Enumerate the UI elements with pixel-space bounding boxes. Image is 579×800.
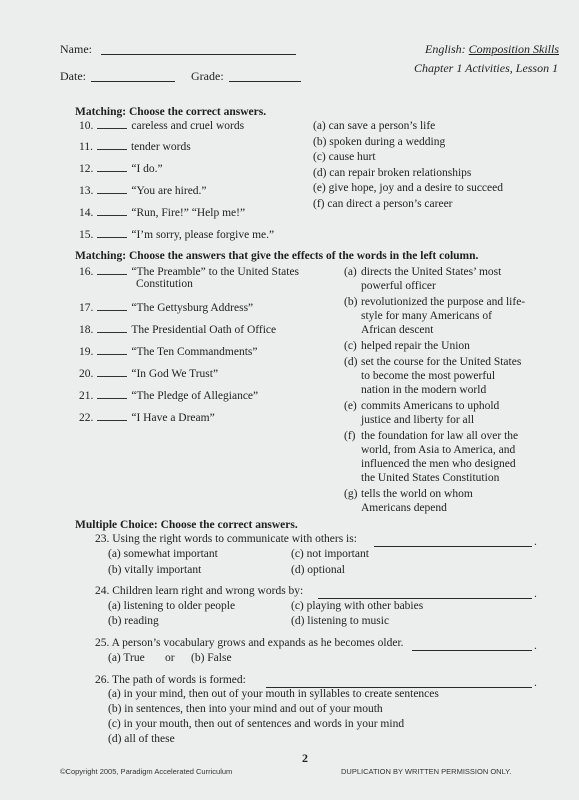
q25-answer-line[interactable]	[412, 650, 532, 651]
answer-option-text: revolutionized the purpose and life-	[361, 295, 526, 308]
q23-stem: 23. Using the right words to communicate with others is:	[95, 533, 357, 545]
name-field[interactable]	[101, 54, 296, 55]
list-item	[79, 344, 257, 358]
answer-option: (d) can repair broken relationships	[313, 166, 472, 179]
q24-answer-line[interactable]	[318, 598, 532, 599]
answer-option-text: powerful officer	[361, 280, 436, 293]
item-text-continued: Constitution	[136, 278, 193, 290]
answer-option-text: tells the world on whom	[361, 488, 473, 500]
answer-blank[interactable]	[97, 322, 127, 333]
course-name: Composition Skills	[468, 42, 560, 56]
list-item	[79, 227, 274, 241]
answer-option-text: nation in the modern world	[361, 384, 487, 397]
q24-stem: 24. Children learn right and wrong words by:	[95, 585, 304, 597]
q24-option-d: (d) listening to music	[291, 615, 390, 627]
item-number: 22.	[79, 412, 94, 424]
answer-option-text: directs the United States’ most	[361, 266, 502, 278]
item-text: careless and cruel words	[131, 120, 245, 132]
list-item	[79, 322, 276, 336]
answer-option-label: (b)	[344, 295, 358, 308]
answer-blank[interactable]	[97, 344, 127, 355]
item-text: “The Pledge of Allegiance”	[131, 390, 259, 402]
answer-blank[interactable]	[97, 227, 127, 238]
item-number: 21.	[79, 390, 94, 402]
list-item	[79, 300, 253, 314]
answer-option-text: African descent	[361, 324, 434, 337]
q24-option-b: (b) reading	[108, 615, 159, 627]
list-item	[79, 205, 245, 219]
list-item	[79, 410, 215, 424]
q26-option-c: (c) in your mouth, then out of sentences and words in your mind	[108, 718, 405, 730]
answer-option-label: (e)	[344, 399, 357, 412]
answer-option-text: the United States Constitution	[361, 472, 500, 485]
answer-option: (e) give hope, joy and a desire to succeed	[313, 182, 503, 194]
answer-option-label: (a)	[344, 266, 357, 278]
answer-blank[interactable]	[97, 183, 127, 194]
answer-option-text: justice and liberty for all	[361, 414, 475, 426]
grade-label: Grade:	[191, 69, 224, 83]
answer-option-text: influenced the men who designed	[361, 458, 516, 471]
grade-field[interactable]	[229, 81, 301, 82]
list-item	[79, 139, 191, 153]
answer-blank[interactable]	[97, 161, 127, 172]
course-title	[425, 42, 559, 57]
date-label: Date:	[60, 69, 86, 83]
q25-option-a: (a) True	[108, 652, 145, 664]
q23-answer-line[interactable]	[374, 546, 532, 547]
q24-option-a: (a) listening to older people	[108, 600, 236, 612]
duplication-notice: DUPLICATION BY WRITTEN PERMISSION ONLY.	[341, 767, 512, 776]
q23-option-c: (c) not important	[291, 548, 369, 560]
answer-option: (f) can direct a person’s career	[313, 197, 453, 210]
answer-option-label: (g)	[344, 488, 358, 500]
item-number: 19.	[79, 346, 94, 358]
item-number: 12.	[79, 163, 94, 175]
item-text: “The Ten Commandments”	[131, 346, 258, 358]
item-number: 10.	[79, 120, 94, 132]
answer-option-label: (d)	[344, 355, 358, 368]
item-text: “I Have a Dream”	[131, 412, 215, 424]
item-text: “I do.”	[131, 163, 163, 175]
answer-blank[interactable]	[97, 366, 127, 377]
item-number: 15.	[79, 229, 94, 241]
answer-option: (c) cause hurt	[313, 151, 376, 163]
q26-option-b: (b) in sentences, then into your mind and out of your mouth	[108, 703, 383, 715]
q25-option-b: (b) False	[191, 652, 232, 664]
course-subject: English:	[425, 42, 466, 56]
item-text: The Presidential Oath of Office	[131, 324, 277, 336]
item-text: “You are hired.”	[131, 185, 207, 197]
answer-option-text: commits Americans to uphold	[361, 399, 500, 412]
answer-option-text: world, from Asia to America, and	[361, 443, 516, 456]
answer-blank[interactable]	[97, 205, 127, 216]
item-number: 16.	[79, 266, 94, 278]
item-number: 20.	[79, 368, 94, 380]
item-text: “Run, Fire!” “Help me!”	[131, 207, 246, 219]
answer-option: (b) spoken during a wedding	[313, 135, 446, 148]
answer-blank[interactable]	[97, 300, 127, 311]
q23-option-a: (a) somewhat important	[108, 548, 218, 560]
chapter-info: Chapter 1 Activities, Lesson 1	[414, 61, 559, 75]
answer-blank[interactable]	[97, 264, 127, 275]
q26-option-d: (d) all of these	[108, 733, 175, 745]
page-number: 2	[302, 751, 308, 765]
item-text: “I’m sorry, please forgive me.”	[131, 229, 275, 241]
item-number: 18.	[79, 324, 94, 336]
q25-or: or	[165, 652, 175, 664]
q25-stem: 25. A person’s vocabulary grows and expands as he becomes older.	[95, 637, 404, 649]
copyright-text: ©Copyright 2005, Paradigm Accelerated Curriculum	[60, 767, 233, 776]
date-field[interactable]	[91, 81, 175, 82]
answer-blank[interactable]	[97, 410, 127, 421]
q23-option-d: (d) optional	[291, 564, 345, 576]
item-text: “The Gettysburg Address”	[131, 302, 254, 314]
matching1-heading: Matching: Choose the correct answers.	[75, 106, 267, 118]
mc-heading: Multiple Choice: Choose the correct answers.	[75, 519, 298, 531]
answer-option: (a) can save a person’s life	[313, 120, 436, 132]
list-item	[79, 264, 299, 278]
list-item	[79, 388, 258, 402]
q26-stem: 26. The path of words is formed:	[95, 674, 246, 686]
answer-option-text: set the course for the United States	[361, 355, 522, 368]
answer-option-text: helped repair the Union	[361, 340, 470, 352]
q24-option-c: (c) playing with other babies	[291, 600, 424, 612]
list-item	[79, 366, 218, 380]
answer-blank[interactable]	[97, 139, 127, 150]
answer-option-label: (c)	[344, 340, 357, 352]
answer-blank[interactable]	[97, 118, 127, 129]
matching2-heading: Matching: Choose the answers that give the effects of the words in the left column.	[75, 250, 479, 262]
answer-option-text: Americans depend	[361, 502, 447, 515]
item-text: “In God We Trust”	[131, 368, 219, 380]
name-label: Name:	[60, 42, 92, 56]
item-number: 14.	[79, 207, 94, 219]
list-item	[79, 183, 207, 197]
list-item	[79, 161, 163, 175]
q23-option-b: (b) vitally important	[108, 564, 202, 576]
answer-blank[interactable]	[97, 388, 127, 399]
item-text: tender words	[130, 141, 191, 153]
item-text: “The Preamble” to the United States	[131, 266, 300, 278]
answer-option-label: (f)	[344, 429, 356, 442]
answer-option-text: style for many Americans of	[361, 310, 492, 323]
q26-option-a: (a) in your mind, then out of your mouth in syllables to create sentences	[108, 688, 439, 700]
answer-option-text: the foundation for law all over the	[361, 429, 519, 442]
item-number: 13.	[79, 185, 94, 197]
item-number: 17.	[79, 302, 94, 314]
answer-option-text: to become the most powerful	[361, 369, 496, 382]
item-number: 11.	[79, 141, 93, 153]
list-item	[79, 118, 244, 132]
